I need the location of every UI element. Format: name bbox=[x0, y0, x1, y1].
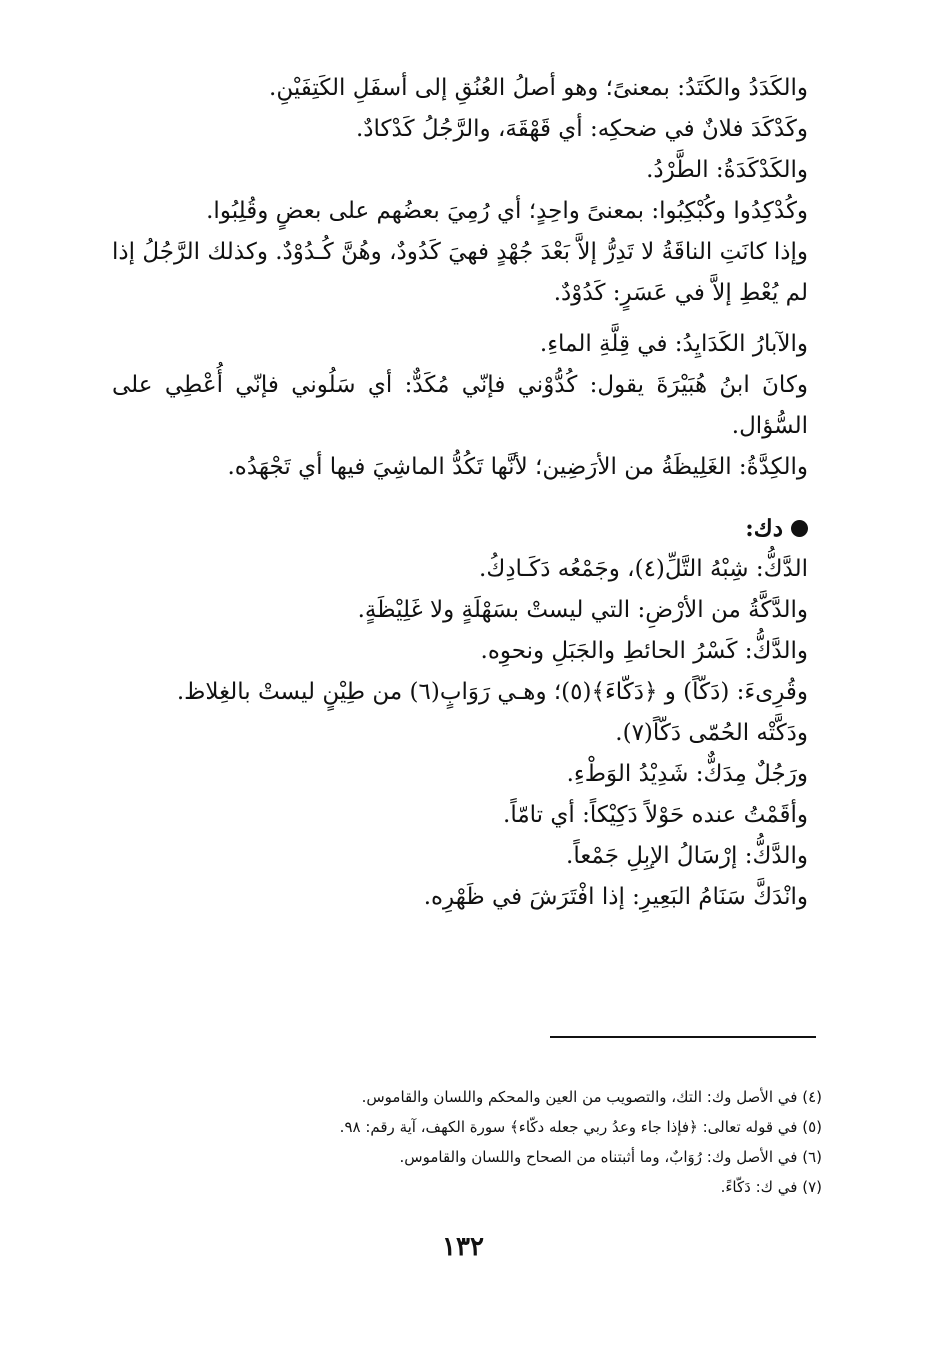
entry-indakka: وانْدَكَّ سَنَامُ البَعِيرِ: إذا افْتَرَشَ في ظَهْرِه. bbox=[423, 884, 808, 910]
footnote-7: (٧) في ك: دَكّاءً. bbox=[720, 1178, 822, 1196]
entry-dakk-kasr: والدَّكُّ: كَسْرُ الحائطِ والجَبَلِ ونحوِه. bbox=[480, 638, 808, 664]
entry-kadud: وإذا كانَتِ الناقَةُ لا تَدِرُّ إلاَّ بَعْدَ جُهْدٍ فهيَ كَدُودٌ، وهُنَّ كُـدُوْدٌ. وكذلك الرَّجُلُ إذا لم يُعْطِ إلاَّ في عَسَرٍ: كَدُوْدٌ. bbox=[112, 239, 808, 306]
footnote-divider bbox=[550, 1036, 816, 1038]
entry-dakk: الدَّكُّ: شِبْهُ التَّلِّ(٤)، وجَمْعُه دَكَـادِكُ. bbox=[479, 556, 808, 582]
footnote-6: (٦) في الأصل وك: رُوَابٌ، وما أثبتناه من الصحاح واللسان والقاموس. bbox=[399, 1148, 822, 1166]
entry-midakk: ورَجُلٌ مِدَكٌّ: شَدِيْدُ الوَطْءِ. bbox=[566, 761, 808, 787]
entry-kadad: والكَدَدُ والكَتَدُ: بمعنىً؛ وهو أصلُ العُنُقِ إلى أسفَلِ الكَتِفَيْنِ. bbox=[269, 75, 808, 101]
entry-dakkathu: ودَكَّتْه الحُمّى دَكّاً(٧). bbox=[615, 720, 808, 746]
entry-kadkadah: والكَدْكَدَةُ: الطَّرْدُ. bbox=[646, 157, 808, 183]
footnote-5: (٥) في قوله تعالى: ﴿فإذا جاء وعدُ ربي جعله دكّاء﴾ سورة الكهف، آية رقم: ٩٨. bbox=[339, 1118, 822, 1136]
entry-kudkidu: وكُدْكِدُوا وكُبْكِبُوا: بمعنىً واحِدٍ؛ أي رُمِيَ بعضُهم على بعضٍ وقُلِبُوا. bbox=[206, 198, 808, 224]
entry-kadayid: والآبارُ الكَدَايِدُ: في قِلَّةِ الماءِ. bbox=[539, 331, 808, 357]
bullet-icon bbox=[791, 520, 808, 537]
entry-quri: وقُرِىءَ: (دَكّاً) و ﴿دَكّاءَ﴾(٥)؛ وهـي رَوَابٍ(٦) من طِيْنٍ ليستْ بالغِلاظ. bbox=[176, 679, 808, 705]
footnotes bbox=[100, 1082, 822, 1202]
entry-kadkada: وكَدْكَدَ فلانٌ في ضحكِه: أي قَهْقَهَ، والرَّجُلُ كَدْكادٌ. bbox=[355, 116, 808, 142]
main-text bbox=[112, 68, 808, 918]
section-heading bbox=[112, 508, 808, 549]
entry-kiddah: والكِدَّةُ: الغَلِيظَةُ من الأرَضِين؛ لأنَّها تَكُدُّ الماشِيَ فيها أي تَجْهَدُه. bbox=[227, 454, 808, 480]
entry-ibn-hubayra: وكانَ ابنُ هُبَيْرَةَ يقول: كُدُّوْني فإنّي مُكَدٌّ: أي سَلُوني فإنّي أُعْطِي على السُّؤال. bbox=[112, 372, 808, 439]
entry-dakkah: والدَّكَّةُ من الأرْضِ: التي ليستْ بسَهْلَةٍ ولا غَلِيْظَةٍ. bbox=[357, 597, 808, 623]
footnote-4: (٤) في الأصل وك: التك، والتصويب من العين والمحكم واللسان والقاموس. bbox=[361, 1088, 822, 1106]
entry-dakk-irsal: والدَّكُّ: إرْسَالُ الإبِلِ جَمْعاً. bbox=[566, 843, 808, 869]
page-number: ١٣٢ bbox=[442, 1232, 484, 1262]
section-heading-label: دك: bbox=[745, 515, 783, 542]
entry-dakik: وأقَمْتُ عنده حَوْلاً دَكِيْكاً: أي تامّاً. bbox=[503, 802, 808, 828]
